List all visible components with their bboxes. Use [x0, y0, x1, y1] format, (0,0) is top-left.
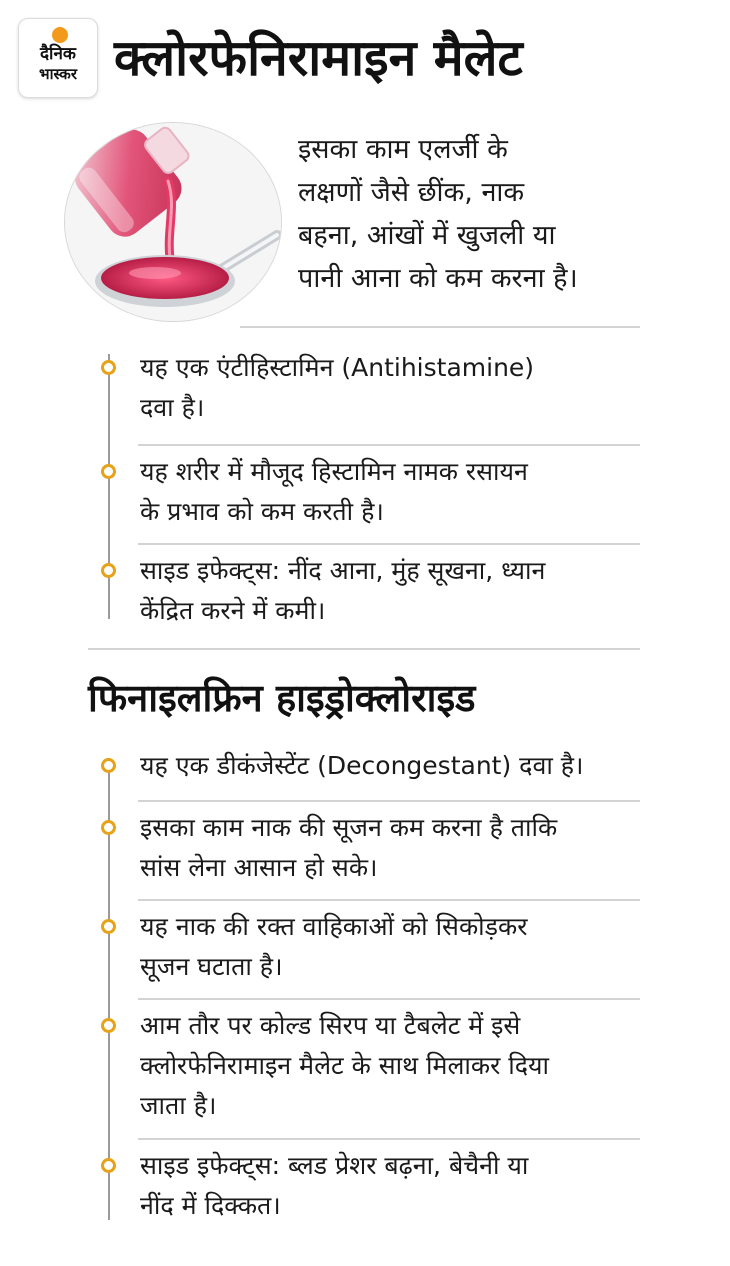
- bullet-icon: [101, 464, 116, 479]
- item-line: साइड इफेक्ट्स: ब्लड प्रेशर बढ़ना, बेचैनी या: [140, 1151, 529, 1180]
- intro-line: बहना, आंखों में खुजली या: [298, 220, 556, 251]
- item-line: केंद्रित करने में कमी।: [140, 596, 326, 625]
- item-line: यह एक डीकंजेस्टेंट (Decongestant) दवा है।: [140, 751, 584, 780]
- item-line: सूजन घटाता है।: [140, 952, 283, 981]
- item-line: क्लोरफेनिरामाइन मैलेट के साथ मिलाकर दिया: [140, 1051, 549, 1080]
- syrup-spoon-icon: [65, 123, 282, 322]
- item-line: सांस लेना आसान हो सके।: [140, 853, 378, 882]
- item-line: जाता है।: [140, 1091, 217, 1120]
- section-divider: [88, 648, 640, 650]
- logo-line-2: भास्कर: [39, 65, 77, 83]
- section-heading: फिनाइलफ्रिन हाइड्रोक्लोराइड: [88, 676, 476, 720]
- sun-icon: [52, 27, 68, 43]
- item-line: यह शरीर में मौजूद हिस्टामिन नामक रसायन: [140, 457, 528, 486]
- timeline-line: [108, 354, 110, 619]
- bullet-icon: [101, 919, 116, 934]
- item-divider: [138, 444, 640, 446]
- bullet-icon: [101, 758, 116, 773]
- item-line: दवा है।: [140, 393, 205, 422]
- dainik-bhaskar-logo: [18, 18, 98, 98]
- bullet-icon: [101, 1158, 116, 1173]
- item-line: इसका काम नाक की सूजन कम करना है ताकि: [140, 813, 558, 842]
- intro-divider: [240, 326, 640, 328]
- bullet-icon: [101, 563, 116, 578]
- item-line: साइड इफेक्ट्स: नींद आना, मुंह सूखना, ध्यान: [140, 556, 546, 585]
- item-line: नींद में दिक्कत।: [140, 1191, 281, 1220]
- item-divider: [138, 998, 640, 1000]
- item-line: यह नाक की रक्त वाहिकाओं को सिकोड़कर: [140, 912, 528, 941]
- phenylephrine-points: [88, 744, 648, 1229]
- intro-text: [298, 128, 708, 300]
- page-title: क्लोरफेनिरामाइन मैलेट: [114, 29, 523, 87]
- syrup-spoon-image: [64, 122, 282, 322]
- item-line: आम तौर पर कोल्ड सिरप या टैबलेट में इसे: [140, 1011, 521, 1040]
- bullet-icon: [101, 360, 116, 375]
- item-divider: [138, 1138, 640, 1140]
- item-divider: [138, 899, 640, 901]
- logo-line-1: दैनिक: [40, 44, 76, 64]
- chlorpheniramine-points: [88, 340, 648, 625]
- item-line: के प्रभाव को कम करती है।: [140, 497, 384, 526]
- bullet-icon: [101, 1018, 116, 1033]
- item-line: यह एक एंटीहिस्टामिन (Antihistamine): [140, 353, 535, 382]
- bullet-icon: [101, 820, 116, 835]
- intro-line: लक्षणों जैसे छींक, नाक: [298, 177, 525, 208]
- item-divider: [138, 543, 640, 545]
- item-divider: [138, 800, 640, 802]
- intro-line: पानी आना को कम करना है।: [298, 263, 578, 294]
- intro-line: इसका काम एलर्जी के: [298, 134, 508, 165]
